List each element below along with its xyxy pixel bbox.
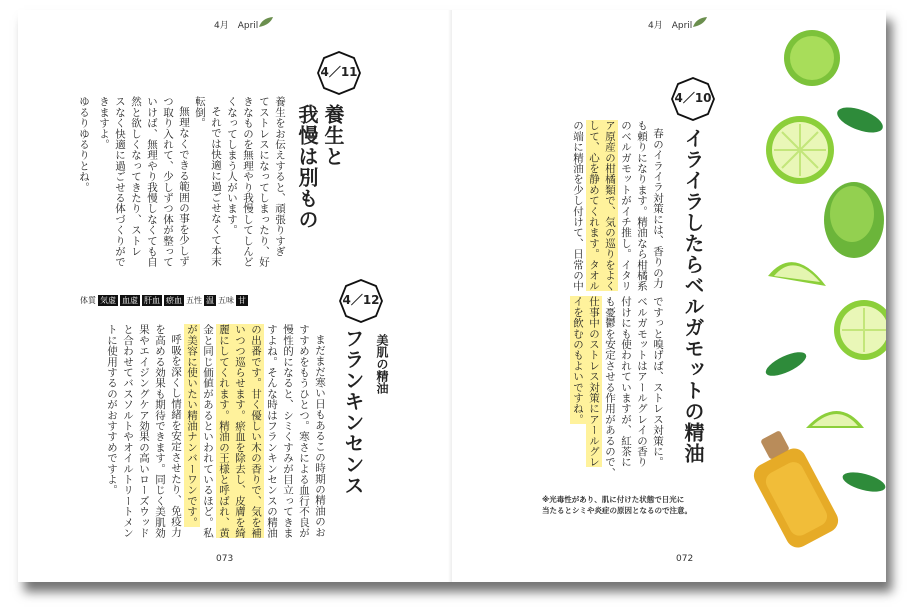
running-head-left: 4月 April [214, 21, 259, 31]
body-4-10-upper [542, 116, 666, 292]
body-line: 付けにも使われていますが、紅茶に [620, 296, 632, 468]
body-line: きなものを無理やり我慢してしんど [242, 96, 254, 268]
body-line: も憂鬱を安定させる作用があるので、 [604, 296, 616, 478]
tag-badge: 肝血 [144, 296, 160, 305]
tag-label: 体質 [80, 296, 96, 305]
body-line: つ取り入れて、少しずつ体が整って [162, 96, 174, 268]
lime-wedge-icon [768, 262, 826, 286]
date-badge-4-10 [670, 76, 716, 122]
body-line: と合わせてバスソルトやオイルトリートメン [122, 324, 134, 538]
body-line: いけば、無理やり我慢しなくても自 [146, 96, 158, 268]
date-badge-4-12 [338, 278, 384, 324]
bergamot-fruit-icon [784, 30, 840, 86]
body-line-highlighted: いつつ巡らせます。瘀血を除去し、皮膚を綺 [232, 324, 248, 538]
body-line-highlighted: イを飲むのもよいですね。 [570, 296, 586, 424]
body-line: 春のイライラ対策には、香りの力 [652, 128, 664, 289]
tag-label: 五性 [186, 296, 202, 305]
body-line: すよね。そんな時はフランキンセンスの精油 [266, 324, 278, 538]
body-line: ですっと嗅げば、ストレス対策に。 [652, 296, 664, 468]
title-4-12: フランキンセンス [341, 328, 365, 496]
body-line: それでは快適に過ごせなくて本末 [210, 106, 222, 267]
date-label: 4／10 [674, 91, 712, 105]
tag-badge: 気虚 [100, 296, 116, 305]
left-page [18, 10, 452, 582]
body-line: 養生をお伝えすると、頑張りすぎ [274, 96, 286, 257]
subtitle-4-12: 美肌の精油 [375, 334, 389, 394]
tag-badge: 瘀血 [166, 296, 182, 305]
body-line: の端に精油を少し付けて、日常の中 [572, 120, 584, 292]
body-line-highlighted: ア原産の柑橘類で、気の巡りをよく [602, 120, 618, 291]
title-4-10: イライラしたらベルガモットの精油 [681, 128, 705, 464]
date-label: 4／11 [320, 65, 358, 79]
oil-bottle-icon [750, 430, 843, 552]
body-line: トに使用するのがおすすめですよ。 [106, 324, 118, 496]
body-line: も頼りになります。精油なら柑橘系 [636, 120, 648, 292]
lime-slice-icon [834, 300, 886, 360]
tag-badge: 温 [206, 296, 214, 305]
body-line: 呼吸を深くし情緒を安定させたり、免疫力 [170, 334, 182, 538]
tag-badge: 血虚 [122, 296, 138, 305]
body-line: ベルガモットはアールグレイの香り [636, 296, 648, 468]
body-line: きますよ。 [98, 96, 110, 150]
lime-slice-icon [766, 116, 834, 184]
body-line: くなってしまう人がいます。 [226, 96, 238, 236]
body-line-highlighted: が美容に使いたい精油ナンバーワンです。 [184, 324, 200, 527]
body-4-10-lower [542, 292, 666, 478]
title-4-11-line1: 養生と [321, 104, 345, 167]
body-line: を高める効果も期待できます。同じく美肌効 [154, 324, 166, 538]
folio-left: 073 [216, 554, 234, 564]
body-line-highlighted: の出番です。甘く優しい木の香りで、気を補 [248, 324, 264, 538]
body-line: 慢性的になると、シミくすみが目立ってきま [282, 324, 294, 538]
body-line-highlighted: 麗にしてくれます。精油の王様と呼ばれ、黄 [216, 324, 232, 538]
leaf-icon [692, 16, 708, 28]
body-line: すすめをもうひとつ。寒さによる血行不良が [298, 324, 310, 538]
lime-wedge-icon [806, 411, 864, 428]
body-4-12 [74, 320, 328, 552]
date-label: 4／12 [342, 293, 380, 307]
right-page [452, 10, 886, 582]
body-line: 無理なくできる範囲の事を少しず [178, 106, 190, 267]
body-line: まだまだ寒い日もあるこの時期の精油のお [314, 334, 326, 538]
leaf-icon [834, 102, 886, 137]
body-line: 金と同じ価値があるといわれているほど。私 [202, 324, 214, 538]
body-line: 然と欲しくなってきたり、ストレ [130, 96, 142, 257]
body-line: てストレスになってしまったり、好 [258, 96, 270, 268]
body-line-highlighted: して、心を静めてくれます。タオル [586, 120, 602, 291]
tag-label: 五味 [218, 296, 234, 305]
body-line: ゆるりゆるりとね。 [78, 96, 90, 193]
note-line: ※光毒性があり、肌に付けた状態で日光に [542, 495, 685, 504]
body-line: 転倒。 [194, 96, 206, 129]
bergamot-illustration [748, 24, 886, 564]
body-line: 果やエイジングケア効果の高いローズウッド [138, 324, 150, 538]
running-head-right: 4月 April [648, 21, 693, 31]
property-tags [80, 295, 248, 306]
bergamot-fruit-icon [824, 182, 884, 258]
body-line: のベルガモットがイチ推し。イタリ [620, 120, 632, 292]
leaf-icon [258, 16, 274, 28]
note-line: 当たるとシミや炎症の原因となるので注意。 [542, 506, 692, 515]
caution-note [542, 494, 692, 516]
tag-badge: 甘 [238, 296, 246, 305]
date-badge-4-11 [316, 50, 362, 96]
body-line-highlighted: 仕事中のストレス対策にアールグレ [586, 296, 602, 467]
leaf-icon [841, 469, 886, 496]
leaf-icon [763, 347, 810, 380]
book-spread [18, 10, 886, 582]
folio-right: 072 [676, 554, 694, 564]
title-4-11-line2: 我慢は別もの [295, 104, 319, 230]
body-line: スなく快適に過ごせる体づくりがで [114, 96, 126, 268]
body-4-11 [74, 90, 288, 290]
